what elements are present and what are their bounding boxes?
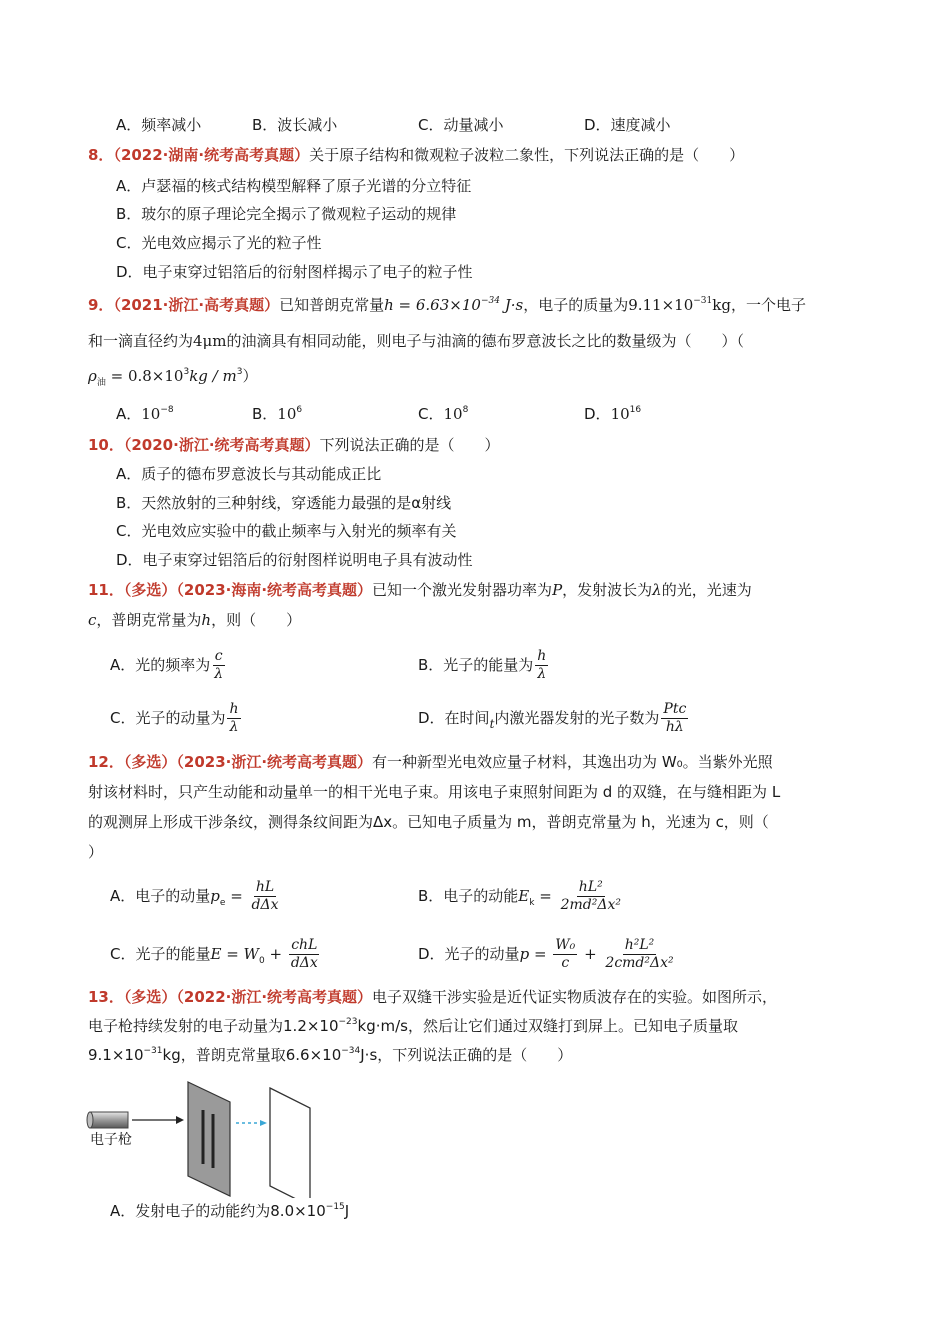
double-slit-plate: [188, 1082, 230, 1196]
electron-gun-label: 电子枪: [90, 1132, 132, 1148]
q9-text-a: 已知普朗克常量: [279, 296, 385, 314]
q10-option-a: A．质子的德布罗意波长与其动能成正比: [116, 465, 382, 483]
q9-text-b: ，电子的质量为: [523, 296, 629, 314]
q11-number: 11．: [88, 581, 124, 599]
q11-multi-tag: （多选）: [123, 581, 177, 599]
q8-option-d: D．电子束穿过铝箔后的衍射图样揭示了电子的粒子性: [116, 263, 473, 281]
q8-number: 8．: [88, 146, 114, 164]
q7-option-a: A．频率减小: [116, 116, 202, 134]
q9-text-c: ，一个电子: [730, 296, 806, 314]
q8-option-a: A．卢瑟福的核式结构模型解释了原子光谱的分立特征: [116, 177, 472, 195]
double-slit-figure: [84, 1068, 314, 1198]
q10-stem: 10．（2020·浙江·统考高考真题）下列说法正确的是（ ）: [88, 436, 500, 454]
q12-option-d: D．光子的动量p = $\frac{\text{W₀}}{c}$ + $\frac{\text{h²L²}}{\text{2cmd²Δx²}}$: [418, 937, 674, 971]
q12-stem-line3: 的观测屏上形成干涉条纹，测得条纹间距为Δx。已知电子质量为 m，普朗克常量为 h，光速为 c，则（: [88, 813, 769, 831]
q10-option-c: C．光电效应实验中的截止频率与入射光的频率有关: [116, 522, 457, 540]
q12-multi-tag: （多选）: [123, 753, 177, 771]
q9-mass-value: $9.11\times 10^{-31}kg$: [628, 296, 731, 314]
q12-option-c: C．光子的能量$E = W_0$ + $\frac{\text{chL}}{\text{dΔx}}$: [110, 937, 318, 971]
q9-stem-line2: 和一滴直径约为4μm的油滴具有相同动能，则电子与油滴的德布罗意波长之比的数量级为（ ）（: [88, 332, 745, 350]
q10-option-b: B．天然放射的三种射线，穿透能力最强的是α射线: [116, 494, 452, 512]
q8-source: （2022·湖南·统考高考真题）: [113, 146, 310, 164]
q12-number: 12．: [88, 753, 124, 771]
q8-option-c: C．光电效应揭示了光的粒子性: [116, 234, 322, 252]
q11-stem-line1: 11．（多选）（2023·海南·统考高考真题）已知一个激光发射器功率为P，发射波长为λ的光，光速为: [88, 581, 752, 599]
q13-multi-tag: （多选）: [123, 988, 177, 1006]
dashed-arrow: [236, 1120, 267, 1126]
gun-arrow: [132, 1116, 184, 1124]
q9-density: $\rho_油 = 0.8\times 10^3kg / m^3$）: [88, 367, 258, 388]
q11-option-a: A．光的频率为 $\frac{c}{\lambda}$: [110, 648, 224, 682]
q13-stem-line1: 13．（多选）（2022·浙江·统考高考真题）电子双缝干涉实验是近代证实物质波存在的实验。如图所示，: [88, 988, 778, 1006]
q12-stem-line4: ）: [88, 843, 104, 861]
q12-source: （2023·浙江·统考高考真题）: [176, 753, 373, 771]
q9-option-c: C．$10^8$: [418, 405, 469, 423]
q13-source: （2022·浙江·统考高考真题）: [176, 988, 373, 1006]
q9-option-b: B．$10^6$: [252, 405, 303, 423]
q7-option-b: B．波长减小: [252, 116, 338, 134]
q12-stem-line2: 射该材料时，只产生动能和动量单一的相干光电子束。用该电子束照射间距为 d 的双缝，在与缝相距为 L: [88, 783, 781, 801]
q11-stem-line2: c，普朗克常量为h，则（ ）: [88, 611, 302, 629]
q12-option-b: B．电子的动能$E_k$ = $\frac{\text{hL²}}{\text{2md²Δx²}}$: [418, 879, 621, 913]
q9-source: （2021·浙江·高考真题）: [113, 296, 280, 314]
q9-diameter: 4μm: [193, 332, 227, 350]
q13-stem-line2: 电子枪持续发射的电子动量为$1.2\times 10^{-23}kg\cdot m/s$，然后让它们通过双缝打到屏上。已知电子质量取: [88, 1017, 738, 1035]
q11-option-c: C．光子的动量为 $\frac{h}{\lambda}$: [110, 701, 239, 735]
q8-text: 关于原子结构和微观粒子波粒二象性，下列说法正确的是（ ）: [309, 146, 745, 164]
q9-option-d: D．$10^{16}$: [584, 405, 642, 423]
q8-option-b: B．玻尔的原子理论完全揭示了微观粒子运动的规律: [116, 205, 457, 223]
q11-source: （2023·海南·统考高考真题）: [176, 581, 373, 599]
q11-option-d: D．在时间$_t$内激光器发射的光子数为 $\frac{\text{Ptc}}{h\lambda}$: [418, 701, 687, 735]
q9-h-value: $h = 6.63\times 10^{-34}$ J·s: [384, 296, 524, 314]
q7-option-d: D．速度减小: [584, 116, 671, 134]
q11-option-b: B．光子的能量为 $\frac{h}{\lambda}$: [418, 648, 547, 682]
q13-option-a: A．发射电子的动能约为$8.0\times 10^{-15}J$: [110, 1202, 350, 1220]
q10-number: 10．: [88, 436, 124, 454]
q12-stem-line1: 12．（多选）（2023·浙江·统考高考真题）有一种新型光电效应量子材料，其逸出功为 W₀。当紫外光照: [88, 753, 773, 771]
q9-option-a: A．$10^{-8}$: [116, 405, 174, 423]
q9-number: 9．: [88, 296, 114, 314]
q8-stem: [88, 145, 744, 165]
q12-option-a: A．电子的动量$p_e$ = $\frac{hL}{\text{dΔx}}$: [110, 879, 279, 913]
q10-source: （2020·浙江·统考高考真题）: [123, 436, 320, 454]
q7-option-c: C．动量减小: [418, 116, 504, 134]
q10-option-d: D．电子束穿过铝箔后的衍射图样说明电子具有波动性: [116, 551, 473, 569]
observation-screen: [270, 1088, 310, 1198]
electron-gun: [87, 1112, 128, 1128]
q13-stem-line3: $9.1\times 10^{-31}kg$，普朗克常量取$6.6\times 10^{-34}J\cdot s$，下列说法正确的是（ ）: [88, 1046, 573, 1064]
q9-stem-line1: [88, 295, 806, 315]
q13-number: 13．: [88, 988, 124, 1006]
